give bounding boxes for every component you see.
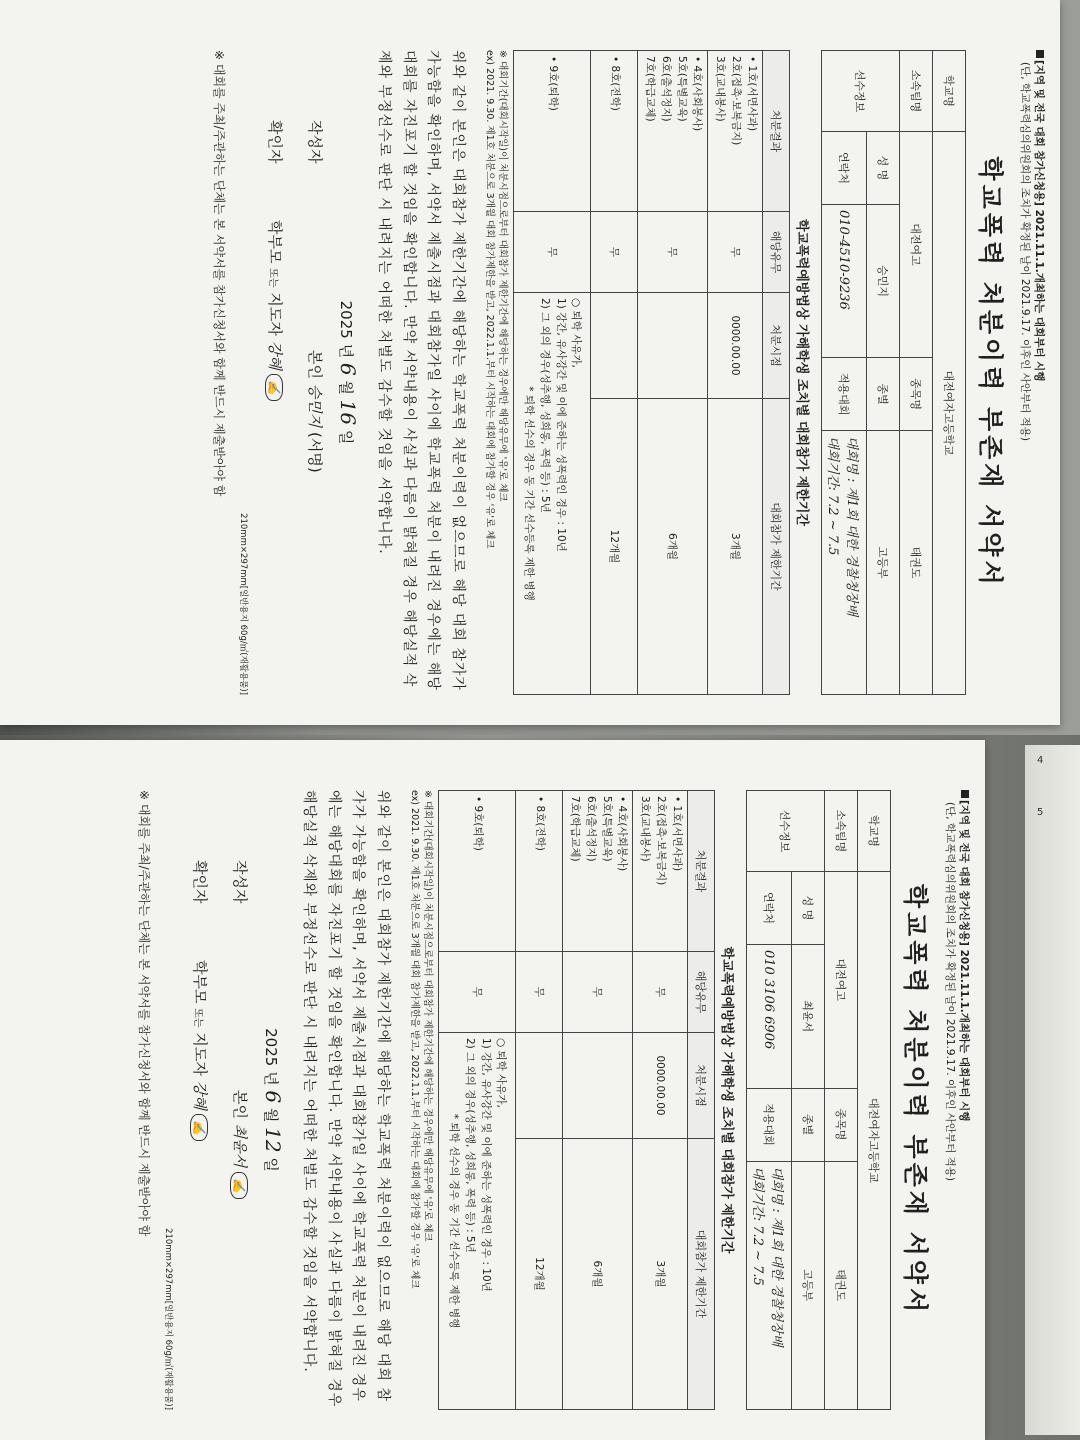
measure-item: • 9호(퇴학) — [472, 796, 485, 851]
label-team: 소속팀명 — [824, 791, 857, 872]
reason-line: ○ 퇴학 사유가, — [495, 1038, 508, 1108]
label-player: 선수정보 — [746, 791, 824, 872]
date-value — [516, 1033, 563, 1139]
notes — [482, 50, 510, 695]
school-value: 대전여자고등학교 — [857, 872, 890, 1410]
disciplinary-table — [513, 50, 789, 695]
label-contact: 연락처 — [746, 872, 791, 945]
date-day: 16 — [335, 399, 360, 426]
measure-item: • 1호(서면사과) — [670, 796, 683, 872]
date-month-unit: 월 — [261, 1107, 280, 1123]
self-label: 본인 — [230, 1090, 249, 1119]
footer-note: ※ 대회를 주최/주관하는 단체는 본 서약서를 참가신청서와 함께 반드시 제출받아야 함 — [211, 50, 226, 497]
reason-line: * 퇴학 선수의 경우 동 기간 선수등록 제한 병행 — [523, 386, 536, 601]
coach-label: 지도자 — [190, 1032, 209, 1076]
name-value: 최윤서 — [791, 945, 824, 1089]
note-line: ex) 2021. 9.30. 제1호 처분으로 3개월 대회 참가제한을 받고, 2022.1.1.부터 시작하는 대회에 참가할 경우 '유'로 체크 — [408, 790, 420, 1289]
table-row — [514, 51, 591, 695]
writer-row — [296, 50, 326, 695]
date-month-unit: 월 — [336, 380, 355, 395]
contact-value: 010 3106 6906 — [746, 945, 791, 1089]
team-value: 대전여고 — [824, 872, 857, 1089]
label-event: 종목명 — [824, 1088, 857, 1161]
notes — [407, 790, 435, 1410]
parent-label: 학부모 — [190, 960, 209, 1004]
pledge-sheet-1 — [0, 0, 1060, 725]
pledge-sheet-2 — [0, 740, 985, 1440]
has-value: 무 — [708, 212, 762, 293]
coach-signature: 강혜 — [190, 1080, 209, 1110]
signature-stamp: ✍ — [265, 374, 283, 401]
label-school: 학교명 — [857, 791, 890, 872]
label-name: 성 명 — [866, 132, 899, 205]
competition-info — [746, 1161, 791, 1410]
has-value: 무 — [591, 212, 638, 293]
signature-stamp: ✍ — [230, 1172, 248, 1199]
signature-stamp: ✍ — [190, 1114, 208, 1141]
measure-item: • 8호(전학) — [609, 56, 622, 111]
date-value — [638, 293, 708, 399]
table-row — [591, 51, 638, 695]
measure-item: 2호(접촉·보복금지) — [729, 56, 742, 146]
expulsion-reasons — [514, 293, 591, 695]
col-has: 해당유무 — [762, 212, 789, 293]
has-value: 무 — [514, 212, 591, 293]
square-bullet-icon — [961, 790, 969, 798]
limit-value: 12개월 — [591, 399, 638, 695]
measure-item: 3호(교내봉사) — [639, 796, 652, 862]
reason-line: * 퇴학 선수의 경우 동 기간 선수등록 제한 병행 — [448, 1113, 461, 1329]
date-month: 6 — [260, 1090, 285, 1104]
name-value: 승민지 — [866, 205, 899, 358]
pledge-document — [0, 0, 1060, 725]
gender-value: 고등부 — [791, 1161, 824, 1410]
reason-line: 1) 강간, 유사강간 및 이에 준하는 성폭력인 경우 : 10년 — [479, 1038, 492, 1292]
label-player: 선수정보 — [821, 51, 899, 132]
date-day: 12 — [260, 1127, 285, 1153]
confirmer-label: 확인자 — [265, 120, 284, 164]
header-line: [지역 및 전국 대회 참가신청용] 2021.11.1.개최하는 대회부터 시행 — [958, 800, 970, 1122]
limit-value: 6개월 — [638, 399, 708, 695]
reason-line: 2) 그 외의 경우(성추행, 성희롱, 폭력 등) : 5년 — [463, 1038, 476, 1253]
team-value: 대전여고 — [899, 132, 932, 358]
note-line: ex) 2021. 9.30. 제1호 처분으로 3개월 대회 참가제한을 받고, 2022.1.1.부터 시작하는 대회에 참가할 경우 '유'로 체크 — [483, 50, 495, 549]
col-limit: 대회참가 제한기간 — [687, 1139, 714, 1410]
section-title: 학교폭력예방법상 가해학생 조치별 대회참가 제한기간 — [718, 946, 734, 1254]
pledge-text: 위와 같이 본인은 대회참가 제한기간에 해당하는 학교폭력 처분이력이 없으므로 해당 대회 참가가 가능함을 확인하며, 서약서 제출시점과 대회참가일 사이에 학교폭력 처분이 내려진 경우에는 해당대회를 자진포기 할 것임을 확인합니다. 만약 서약내용이 사실과 다름이 밝혀질 경우 해당실적 삭제와 부정선수로 판단 시 내려지는 어떠한 처벌도 감수할 것임을 서약합니다. — [301, 790, 391, 1408]
event-value: 태권도 — [899, 431, 932, 695]
school-value: 대전여자고등학교 — [932, 132, 965, 695]
doc-header — [1018, 50, 1046, 695]
disciplinary-table — [438, 790, 714, 1410]
or-label: 또는 — [191, 1008, 203, 1028]
has-value: 무 — [638, 212, 708, 293]
measure-item: 6호(출석정지) — [659, 56, 672, 122]
header-line: [지역 및 전국 대회 참가신청용] 2021.11.1.개최하는 대회부터 시행 — [1033, 60, 1045, 382]
limit-value: 3개월 — [708, 399, 762, 695]
event-value: 태권도 — [824, 1161, 857, 1410]
date-day-unit: 일 — [261, 1157, 280, 1172]
measure-item: 6호(출석정지) — [584, 796, 597, 862]
square-bullet-icon — [1036, 50, 1044, 58]
pledge-document — [0, 740, 985, 1440]
has-value: 무 — [563, 952, 633, 1033]
doc-title: 학교폭력 처분이력 부존재 서약서 — [975, 156, 1005, 589]
col-has: 해당유무 — [687, 952, 714, 1033]
writer-label: 작성자 — [230, 860, 249, 904]
has-value: 무 — [516, 952, 563, 1033]
date-value — [563, 1033, 633, 1139]
date-year: 2025 년 — [261, 1028, 280, 1086]
competition-info — [821, 431, 866, 695]
col-date: 처분시점 — [762, 293, 789, 399]
footer-note: ※ 대회를 주최/주관하는 단체는 본 서약서를 참가신청서와 함께 반드시 제출받아야 함 — [136, 790, 151, 1237]
player-info-table — [821, 50, 966, 695]
competition-period: 대회기간: 7.2 ~ 7.5 — [824, 436, 840, 556]
self-signature: 승민지 — [305, 383, 324, 428]
measure-item: • 9호(퇴학) — [547, 56, 560, 111]
competition-period: 대회기간: 7.2 ~ 7.5 — [749, 1166, 765, 1286]
player-info-table — [746, 790, 891, 1410]
measure-item: 7호(학급교체) — [644, 56, 657, 122]
measure-item: 2호(접촉·보복금지) — [654, 796, 667, 886]
date-value: 0000.00.00 — [708, 293, 762, 399]
table-row — [439, 791, 516, 1410]
seal-text: (서명) — [305, 432, 324, 473]
table-row — [638, 51, 708, 695]
parent-label: 학부모 — [265, 220, 284, 264]
table-row — [516, 791, 563, 1410]
measure-item: • 8호(전학) — [534, 796, 547, 851]
label-applied: 적용대회 — [746, 1088, 791, 1161]
date-value: 0000.00.00 — [633, 1033, 687, 1139]
ruler-mark: 4 — [1037, 755, 1044, 766]
coach-signature: 강혜 — [265, 340, 284, 370]
label-event: 종목명 — [899, 358, 932, 431]
col-date: 처분시점 — [687, 1033, 714, 1139]
measure-item: 5호(특별교육) — [600, 796, 613, 862]
label-contact: 연락처 — [821, 132, 866, 205]
header-note: (단, 학교폭력심의위원회의 조치가 확정된 날이 2021.9.17. 이후인 사안부터 적용) — [1018, 62, 1031, 442]
competition-name: 대회명 : 제1회 대한 경찰청장배 — [768, 1166, 784, 1347]
has-value: 무 — [633, 952, 687, 1033]
ruler — [1025, 745, 1080, 1435]
col-result: 처분결과 — [762, 51, 789, 212]
reason-line: 1) 강간, 유사강간 및 이에 준하는 성폭력인 경우 : 10년 — [554, 298, 567, 552]
gender-value: 고등부 — [866, 431, 899, 695]
doc-title: 학교폭력 처분이력 부존재 서약서 — [900, 883, 930, 1317]
confirmer-label: 확인자 — [190, 860, 209, 904]
label-gender: 종별 — [866, 358, 899, 431]
self-label: 본인 — [305, 350, 324, 379]
coach-label: 지도자 — [265, 292, 284, 336]
sign-date — [261, 790, 285, 1410]
paper-info: 210mm×297mm[일반용지 60g/㎡(재활용품)] — [162, 1228, 173, 1410]
pledge-text: 위와 같이 본인은 대회참가 제한기간에 해당하는 학교폭력 처분이력이 없으므로 해당 대회 참가가 가능함을 확인하며, 서약서 제출시점과 대회참가일 사이에 학교폭력 처분이 내려진 경우에는 해당대회를 자진포기 할 것임을 확인합니다. 만약 서약내용이 사실과 다름이 밝혀질 경우 해당실적 삭제와 부정선수로 판단 시 내려지는 어떠한 처벌도 감수할 것임을 서약합니다. — [376, 50, 466, 691]
section-title: 학교폭력예방법상 가해학생 조치별 대회참가 제한기간 — [793, 219, 809, 526]
reason-line: 2) 그 외의 경우(성추행, 성희롱, 폭력 등) : 5년 — [538, 298, 551, 513]
self-signature: 최윤서 — [230, 1123, 249, 1168]
doc-header — [943, 790, 971, 1410]
paper-info: 210mm×297mm[일반용지 60g/㎡(재활용품)] — [237, 513, 248, 695]
label-team: 소속팀명 — [899, 51, 932, 132]
date-year: 2025 년 — [336, 300, 355, 359]
col-limit: 대회참가 제한기간 — [762, 399, 789, 695]
limit-value: 6개월 — [563, 1139, 633, 1410]
measure-item: • 4호(사회봉사) — [616, 796, 629, 872]
ruler-mark: 5 — [1037, 807, 1044, 818]
date-month: 6 — [335, 362, 360, 376]
or-label: 또는 — [266, 268, 278, 288]
writer-row — [221, 790, 251, 1410]
sign-date — [336, 50, 360, 695]
measure-item: 5호(특별교육) — [675, 56, 688, 122]
table-row — [708, 51, 762, 695]
limit-value: 12개월 — [516, 1139, 563, 1410]
contact-value: 010-4510-9236 — [821, 205, 866, 358]
has-value: 무 — [439, 952, 516, 1033]
measure-item: 7호(학급교체) — [569, 796, 582, 862]
note-line: ※ 대회기간(대회시작일)이 처분시점으로부터 대회참가 제한기간에 해당하는 경우에만 해당유무에 '유'로 체크 — [497, 50, 509, 502]
note-line: ※ 대회기간(대회시작일)이 처분시점으로부터 대회참가 제한기간에 해당하는 경우에만 해당유무에 '유'로 체크 — [422, 790, 434, 1242]
competition-name: 대회명 : 제1회 대한 경찰청장배 — [843, 436, 859, 617]
table-row — [633, 791, 687, 1410]
label-name: 성 명 — [791, 872, 824, 945]
writer-label: 작성자 — [305, 120, 324, 164]
date-day-unit: 일 — [336, 429, 355, 445]
col-result: 처분결과 — [687, 791, 714, 952]
confirmer-row — [256, 50, 286, 695]
expulsion-reasons — [439, 1033, 516, 1410]
limit-value: 3개월 — [633, 1139, 687, 1410]
label-school: 학교명 — [932, 51, 965, 132]
table-row — [563, 791, 633, 1410]
header-note: (단, 학교폭력심의위원회의 조치가 확정된 날이 2021.9.17. 이후인 사안부터 적용) — [943, 802, 956, 1182]
label-gender: 종별 — [791, 1088, 824, 1161]
reason-line: ○ 퇴학 사유가, — [570, 298, 583, 368]
measure-item: 3호(교내봉사) — [714, 56, 727, 122]
label-applied: 적용대회 — [821, 358, 866, 431]
date-value — [591, 293, 638, 399]
confirmer-row — [181, 790, 211, 1410]
measure-item: • 1호(서면사과) — [745, 56, 758, 132]
measure-item: • 4호(사회봉사) — [691, 56, 704, 132]
